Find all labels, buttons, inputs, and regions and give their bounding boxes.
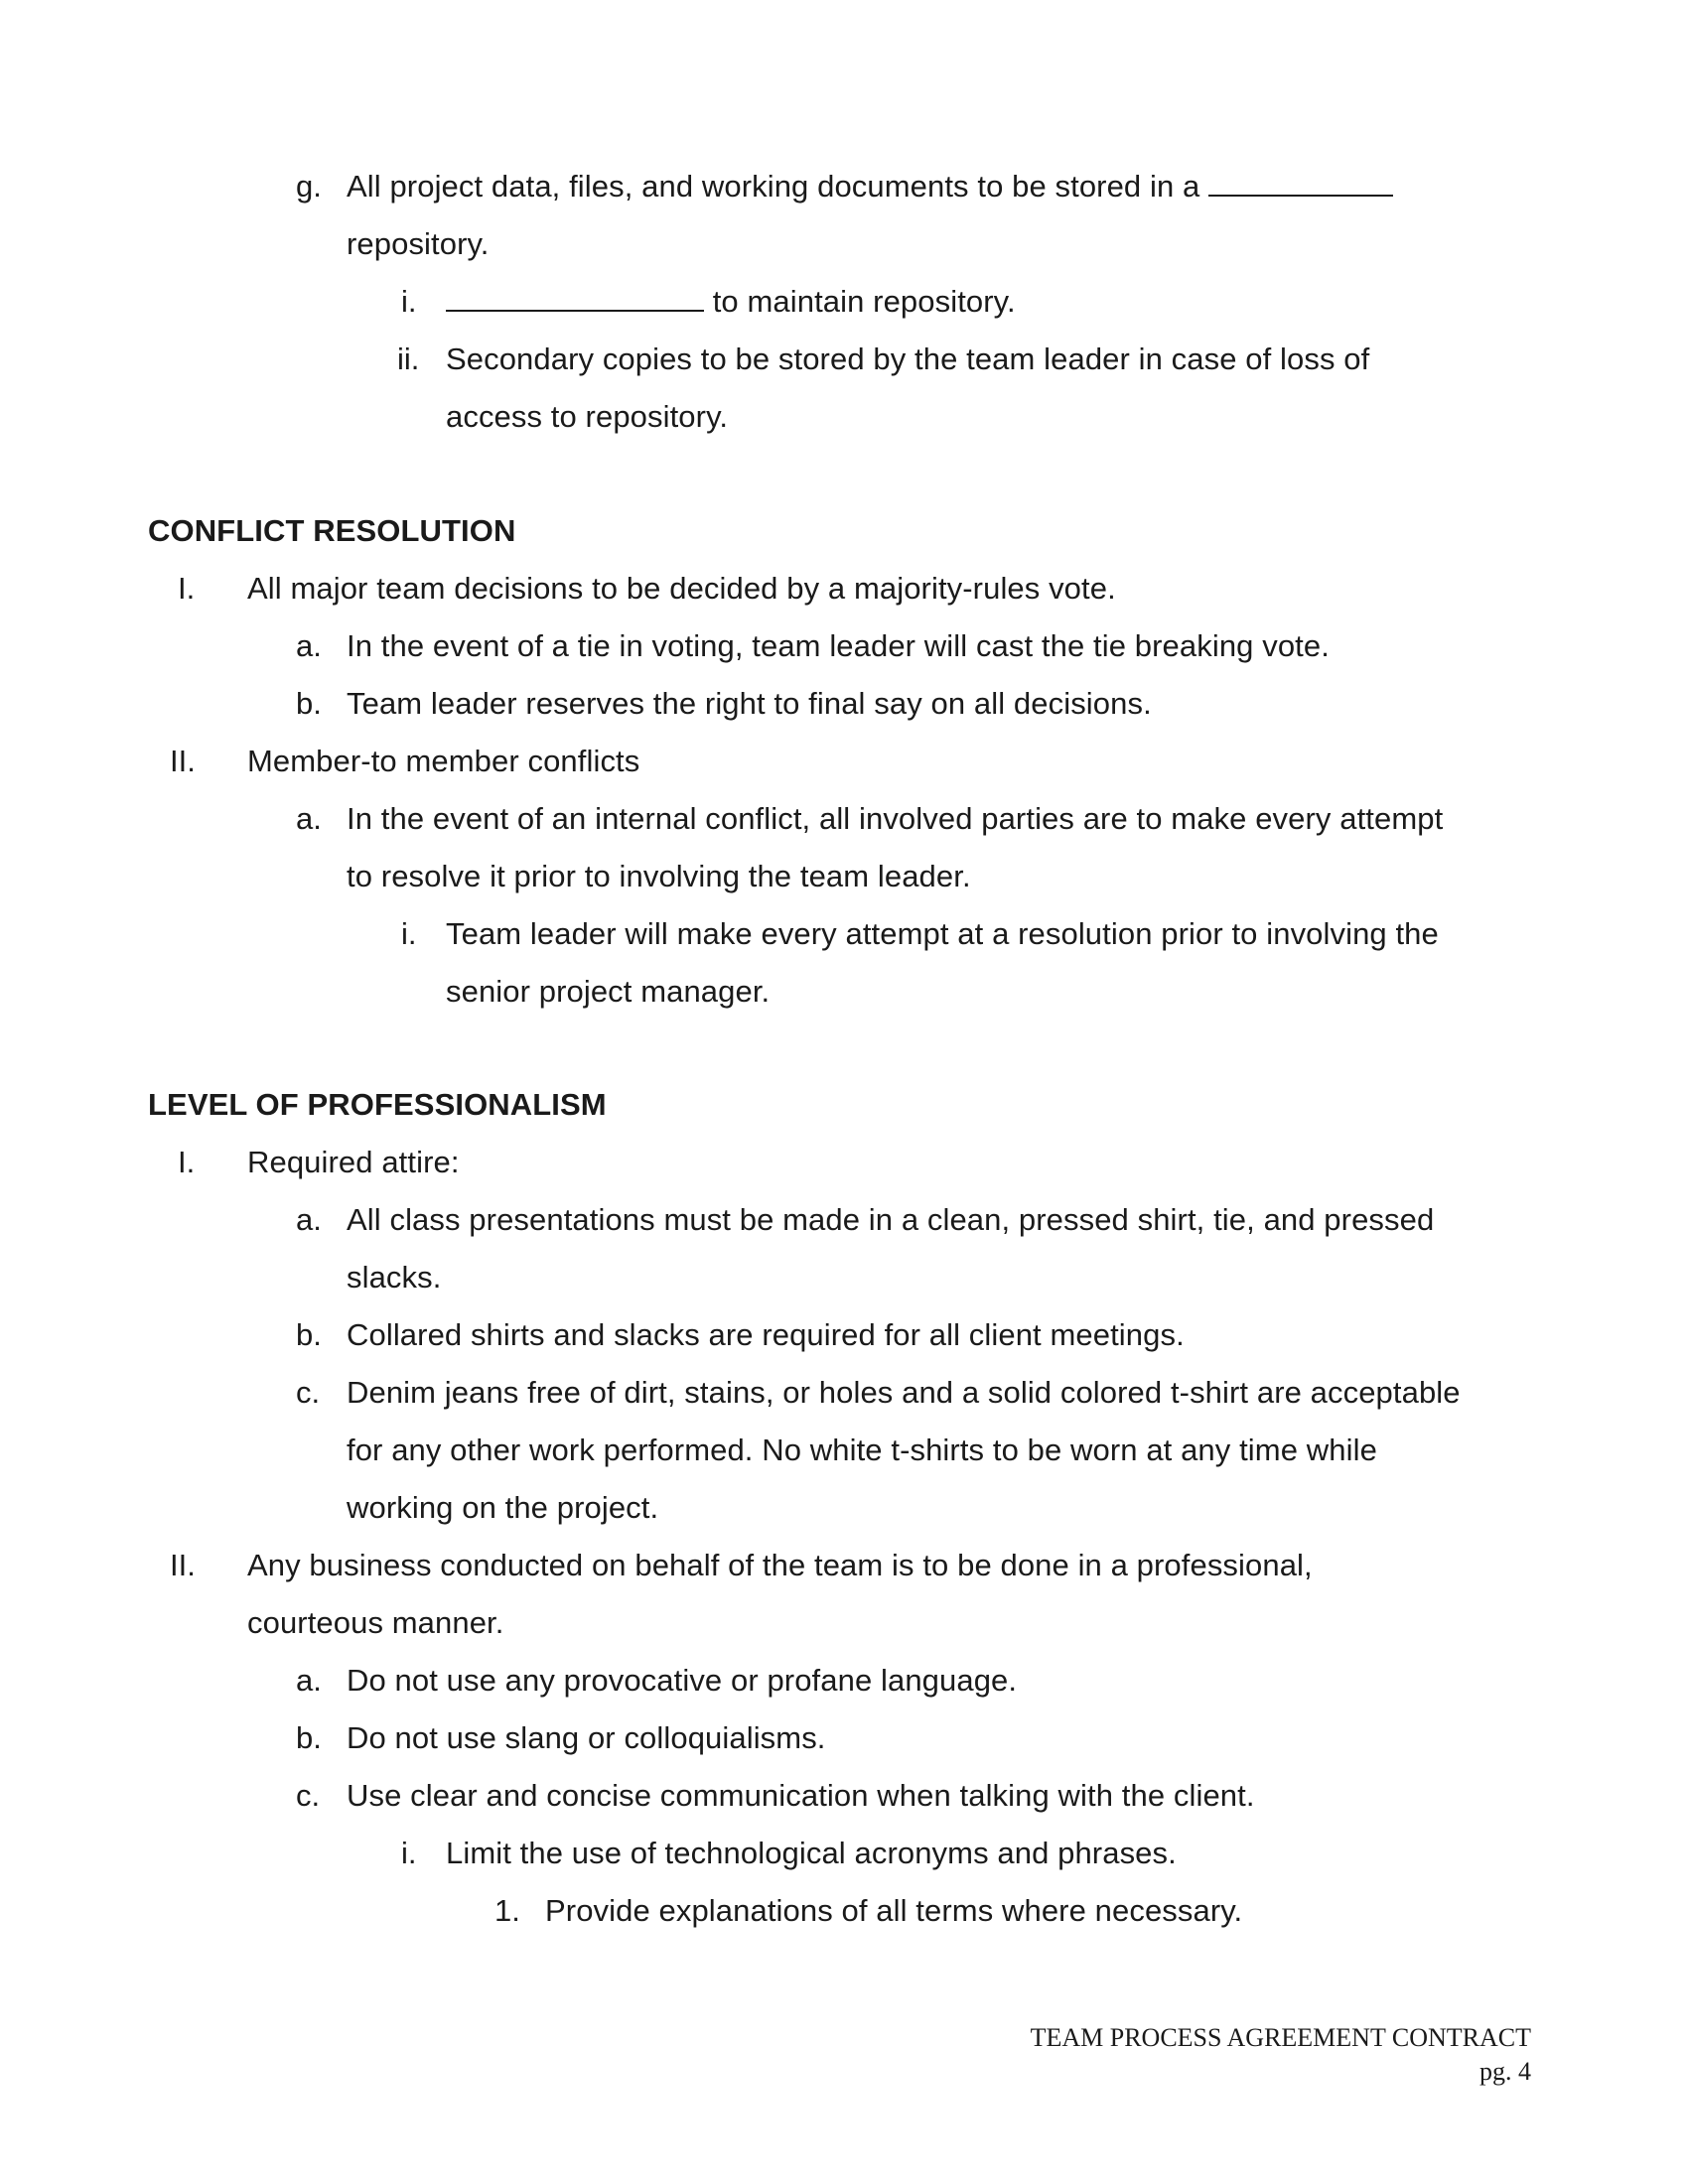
list-marker-prof-II-c-i-1: 1.: [494, 1893, 520, 1928]
prof-item-II-c-i-1: Provide explanations of all terms where necessary.: [545, 1893, 1243, 1928]
prof-item-II-c: Use clear and concise communication when talking with the client.: [347, 1778, 1255, 1813]
list-marker-prof-I-a: a.: [296, 1202, 322, 1237]
item-g-line1: [347, 167, 1393, 206]
prof-item-I-c-line1: Denim jeans free of dirt, stains, or holes and a solid colored t-shirt are acceptable: [347, 1375, 1461, 1410]
footer-document-title: TEAM PROCESS AGREEMENT CONTRACT: [1030, 2023, 1531, 2052]
list-marker-prof-II-c: c.: [296, 1778, 321, 1813]
fill-in-blank-repository-type[interactable]: [1208, 167, 1393, 197]
heading-conflict-resolution: CONFLICT RESOLUTION: [148, 513, 516, 548]
prof-item-I-a-line2: slacks.: [347, 1260, 442, 1295]
list-marker-prof-II-b: b.: [296, 1720, 322, 1755]
prof-item-II-line1: Any business conducted on behalf of the team is to be done in a professional,: [247, 1548, 1313, 1582]
conflict-item-II-a-line2: to resolve it prior to involving the team leader.: [347, 859, 971, 893]
prof-item-I-a-line1: All class presentations must be made in a clean, pressed shirt, tie, and pressed: [347, 1202, 1435, 1237]
footer-page-number: pg. 4: [1479, 2057, 1531, 2086]
item-g-ii-line2: access to repository.: [446, 399, 729, 434]
conflict-item-I: All major team decisions to be decided by a majority-rules vote.: [247, 571, 1116, 606]
prof-item-I-b: Collared shirts and slacks are required for all client meetings.: [347, 1317, 1185, 1352]
heading-level-of-professionalism: LEVEL OF PROFESSIONALISM: [148, 1087, 607, 1122]
item-g-line2: repository.: [347, 226, 490, 261]
list-marker-conflict-II-a: a.: [296, 801, 322, 836]
prof-item-II-a: Do not use any provocative or profane language.: [347, 1663, 1018, 1698]
conflict-item-II-a-i-line1: Team leader will make every attempt at a resolution prior to involving the: [446, 916, 1439, 951]
conflict-item-II-a-i-line2: senior project manager.: [446, 974, 771, 1009]
item-g-i-text: to maintain repository.: [704, 284, 1016, 319]
prof-item-II-c-i: Limit the use of technological acronyms and phrases.: [446, 1836, 1177, 1870]
list-marker-conflict-II-a-i: i.: [401, 916, 417, 951]
prof-item-I-c-line3: working on the project.: [347, 1490, 659, 1525]
list-marker-conflict-II: II.: [170, 744, 196, 778]
prof-item-I-c-line2: for any other work performed. No white t-shirts to be worn at any time while: [347, 1433, 1377, 1467]
conflict-item-I-b: Team leader reserves the right to final say on all decisions.: [347, 686, 1152, 721]
list-marker-prof-II: II.: [170, 1548, 196, 1582]
item-g-text: All project data, files, and working documents to be stored in a: [347, 169, 1209, 204]
list-marker-g-i: i.: [401, 284, 417, 319]
list-marker-conflict-I: I.: [178, 571, 196, 606]
prof-item-II-b: Do not use slang or colloquialisms.: [347, 1720, 826, 1755]
conflict-item-II: Member-to member conflicts: [247, 744, 640, 778]
list-marker-conflict-I-b: b.: [296, 686, 322, 721]
list-marker-prof-I: I.: [178, 1145, 196, 1179]
item-g-i: [446, 282, 1016, 322]
list-marker-conflict-I-a: a.: [296, 628, 322, 663]
conflict-item-II-a-line1: In the event of an internal conflict, all involved parties are to make every attempt: [347, 801, 1444, 836]
conflict-item-I-a: In the event of a tie in voting, team leader will cast the tie breaking vote.: [347, 628, 1330, 663]
item-g-ii-line1: Secondary copies to be stored by the team leader in case of loss of: [446, 341, 1370, 376]
prof-item-II-line2: courteous manner.: [247, 1605, 504, 1640]
fill-in-blank-repository-owner[interactable]: [446, 282, 704, 312]
list-marker-prof-II-a: a.: [296, 1663, 322, 1698]
list-marker-g: g.: [296, 169, 322, 204]
list-marker-prof-II-c-i: i.: [401, 1836, 417, 1870]
list-marker-prof-I-c: c.: [296, 1375, 321, 1410]
prof-item-I: Required attire:: [247, 1145, 460, 1179]
list-marker-prof-I-b: b.: [296, 1317, 322, 1352]
list-marker-g-ii: ii.: [397, 341, 420, 376]
